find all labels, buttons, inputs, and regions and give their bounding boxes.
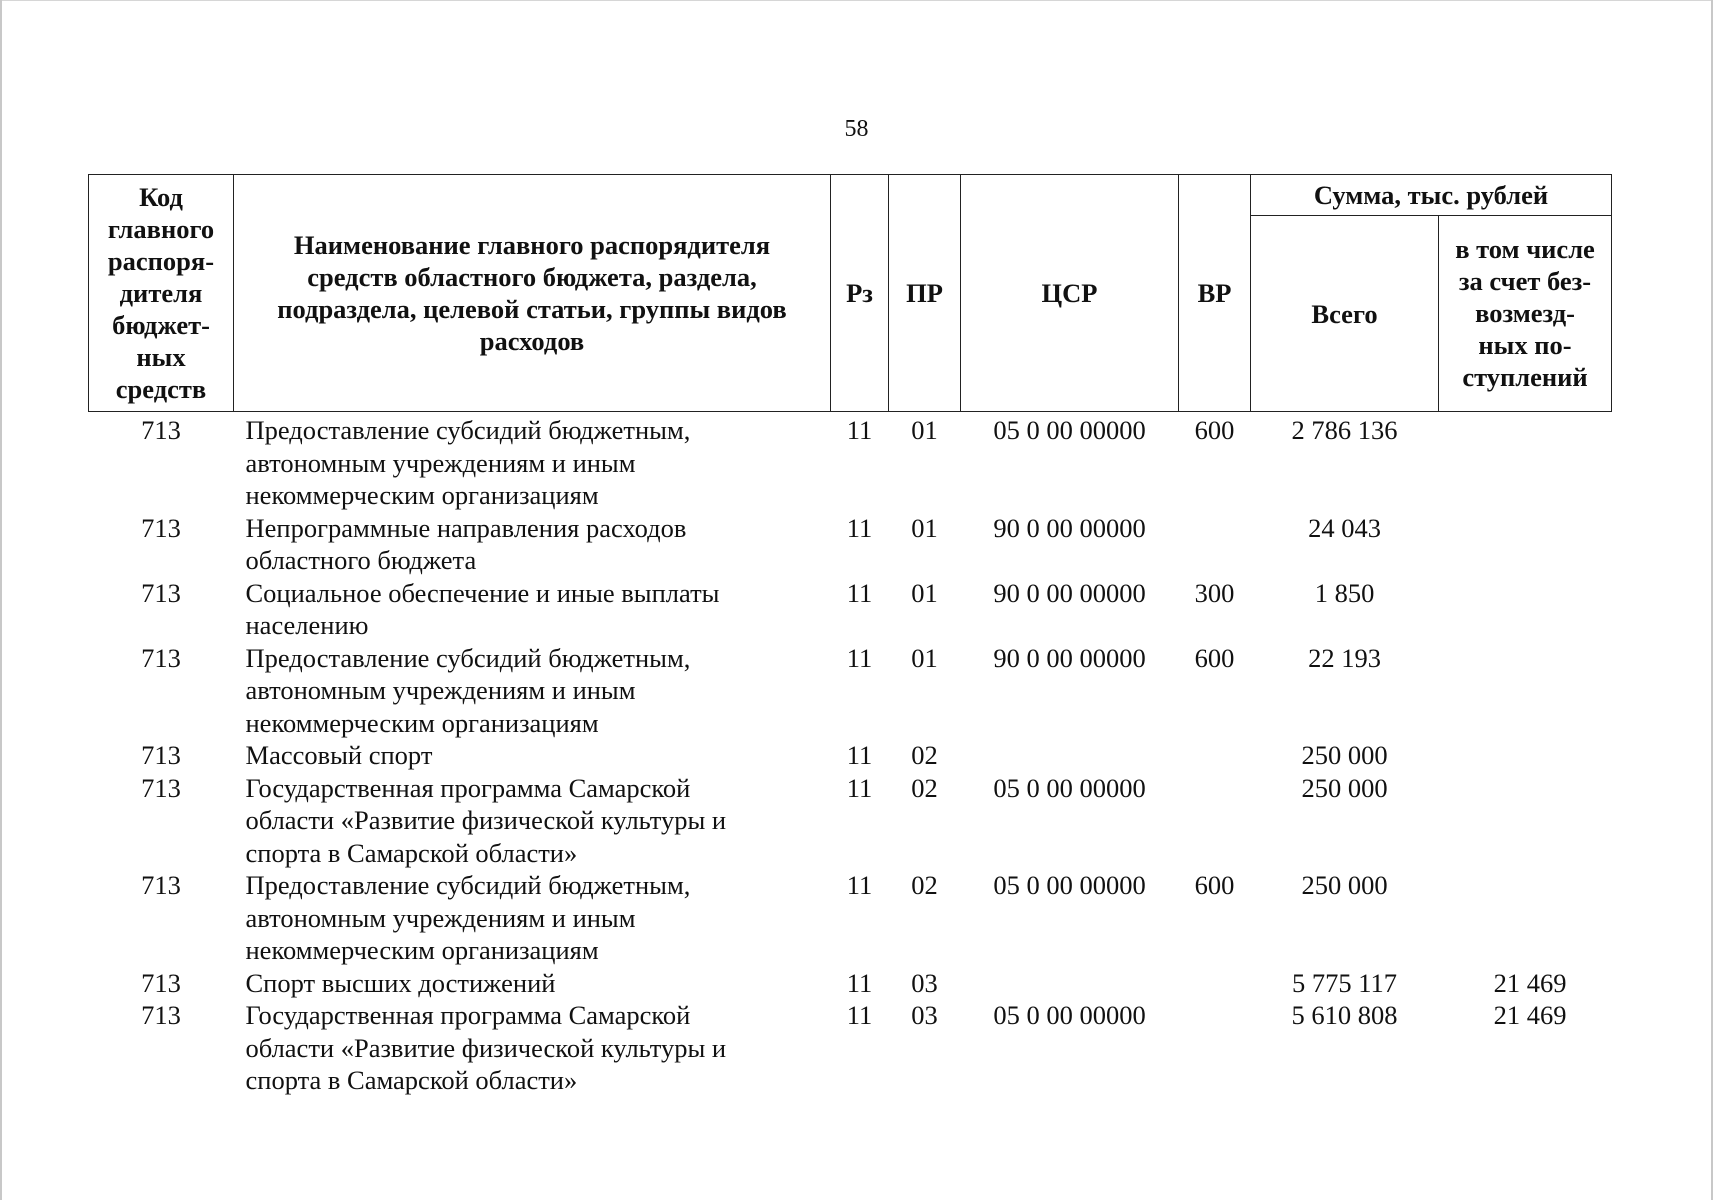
scan-top-edge bbox=[0, 0, 1713, 1]
header-vr: ВР bbox=[1179, 175, 1251, 412]
table-row bbox=[89, 577, 1612, 642]
cell-name bbox=[234, 739, 831, 772]
cell-total: 250 000 bbox=[1301, 870, 1388, 900]
cell-pr: 03 bbox=[911, 1000, 938, 1030]
header-line: Наименование главного распорядителя bbox=[293, 230, 771, 260]
name-line: Массовый спорт bbox=[245, 740, 433, 770]
cell-including bbox=[1439, 412, 1612, 512]
name-line: областного бюджета bbox=[245, 545, 477, 575]
header-name bbox=[234, 175, 831, 412]
cell-pr: 01 bbox=[911, 577, 938, 608]
name-line: автономным учреждениям и иным bbox=[245, 447, 636, 478]
header-line: бюджет- bbox=[112, 310, 210, 340]
cell-name bbox=[234, 412, 831, 512]
cell-vr: 600 bbox=[1194, 415, 1235, 445]
table-row bbox=[89, 967, 1612, 1000]
cell-total: 5 610 808 bbox=[1291, 1000, 1398, 1030]
header-line: подраздела, целевой статьи, группы видов bbox=[277, 294, 787, 324]
name-line: спорта в Самарской области» bbox=[245, 837, 578, 868]
cell-vr bbox=[1179, 739, 1251, 772]
name-line: спорта в Самарской области» bbox=[245, 1065, 578, 1095]
name-line: населению bbox=[245, 610, 369, 640]
name-line: Предоставление субсидий бюджетным, bbox=[245, 870, 691, 900]
header-csr: ЦСР bbox=[961, 175, 1179, 412]
cell-rz: 11 bbox=[846, 740, 873, 770]
name-line: Предоставление субсидий бюджетным, bbox=[245, 415, 691, 445]
name-line: Государственная программа Самарской bbox=[245, 772, 691, 803]
header-line: главного bbox=[107, 214, 215, 244]
cell-including bbox=[1439, 512, 1612, 577]
cell-code: 713 bbox=[141, 967, 181, 998]
name-line: Государственная программа Самарской bbox=[245, 1000, 691, 1030]
cell-including bbox=[1439, 772, 1612, 870]
name-line: автономным учреждениям и иным bbox=[245, 902, 636, 933]
cell-rz: 11 bbox=[846, 512, 873, 543]
cell-csr: 90 0 00 00000 bbox=[993, 512, 1146, 543]
cell-including: 21 469 bbox=[1493, 967, 1567, 998]
cell-vr: 300 bbox=[1194, 577, 1235, 608]
cell-pr: 01 bbox=[911, 642, 938, 673]
cell-rz: 11 bbox=[846, 1000, 873, 1030]
cell-total: 1 850 bbox=[1314, 577, 1375, 608]
cell-code: 713 bbox=[141, 870, 181, 900]
cell-total: 2 786 136 bbox=[1291, 415, 1398, 445]
name-line: Предоставление субсидий бюджетным, bbox=[245, 642, 691, 673]
header-code bbox=[89, 175, 234, 412]
cell-code: 713 bbox=[141, 577, 181, 608]
name-line: области «Развитие физической культуры и bbox=[245, 805, 727, 835]
budget-table bbox=[88, 174, 1612, 1097]
cell-code: 713 bbox=[141, 642, 181, 673]
cell-total: 22 193 bbox=[1308, 642, 1381, 673]
cell-pr: 02 bbox=[911, 772, 938, 803]
name-line: Непрограммные направления расходов bbox=[245, 512, 687, 543]
cell-vr bbox=[1179, 999, 1251, 1097]
name-line: некоммерческим организациям bbox=[245, 480, 599, 510]
cell-csr: 05 0 00 00000 bbox=[993, 870, 1146, 900]
table-row bbox=[89, 412, 1612, 512]
cell-including bbox=[1439, 739, 1612, 772]
header-line: ных bbox=[136, 342, 186, 372]
header-sum: Сумма, тыс. рублей bbox=[1251, 175, 1612, 216]
cell-name bbox=[234, 577, 831, 642]
cell-total: 5 775 117 bbox=[1291, 967, 1398, 998]
cell-code: 713 bbox=[141, 415, 181, 445]
header-line: в том числе bbox=[1455, 233, 1595, 264]
cell-vr bbox=[1179, 512, 1251, 577]
cell-pr: 01 bbox=[911, 512, 938, 543]
cell-total: 250 000 bbox=[1301, 772, 1388, 803]
name-line: автономным учреждениям и иным bbox=[245, 675, 636, 705]
name-line: Спорт высших достижений bbox=[245, 967, 556, 998]
cell-rz: 11 bbox=[846, 577, 873, 608]
cell-including bbox=[1439, 577, 1612, 642]
table-row bbox=[89, 512, 1612, 577]
cell-name bbox=[234, 512, 831, 577]
cell-name bbox=[234, 642, 831, 740]
table-row bbox=[89, 739, 1612, 772]
header-rz: Рз bbox=[831, 175, 889, 412]
cell-including: 21 469 bbox=[1493, 1000, 1567, 1030]
cell-pr: 03 bbox=[911, 967, 938, 998]
cell-csr: 05 0 00 00000 bbox=[993, 772, 1146, 803]
cell-including bbox=[1439, 642, 1612, 740]
cell-name bbox=[234, 772, 831, 870]
header-line: расходов bbox=[479, 326, 585, 356]
name-line: некоммерческим организациям bbox=[245, 935, 599, 965]
table-row bbox=[89, 642, 1612, 740]
header-line: за счет без- bbox=[1458, 265, 1592, 296]
cell-csr bbox=[961, 739, 1179, 772]
cell-rz: 11 bbox=[846, 772, 873, 803]
header-line: ных по- bbox=[1478, 329, 1572, 360]
header-line: ступлений bbox=[1462, 361, 1588, 392]
cell-vr bbox=[1179, 772, 1251, 870]
header-line: дителя bbox=[119, 278, 203, 308]
cell-csr: 90 0 00 00000 bbox=[993, 577, 1146, 608]
name-line: некоммерческим организациям bbox=[245, 707, 599, 738]
table-row bbox=[89, 772, 1612, 870]
cell-code: 713 bbox=[141, 772, 181, 803]
cell-vr: 600 bbox=[1194, 870, 1235, 900]
name-line: области «Развитие физической культуры и bbox=[245, 1032, 727, 1063]
cell-vr: 600 bbox=[1194, 642, 1235, 673]
cell-csr: 90 0 00 00000 bbox=[993, 642, 1146, 673]
header-including bbox=[1439, 216, 1612, 412]
cell-code: 713 bbox=[141, 512, 181, 543]
cell-csr: 05 0 00 00000 bbox=[993, 415, 1146, 445]
cell-rz: 11 bbox=[846, 870, 873, 900]
table-row bbox=[89, 999, 1612, 1097]
header-line: возмезд- bbox=[1475, 297, 1575, 328]
cell-code: 713 bbox=[141, 740, 181, 770]
cell-rz: 11 bbox=[846, 642, 873, 673]
cell-pr: 02 bbox=[911, 740, 938, 770]
header-total: Всего bbox=[1251, 216, 1439, 412]
cell-name bbox=[234, 869, 831, 967]
page-number: 58 bbox=[844, 116, 869, 142]
cell-including bbox=[1439, 869, 1612, 967]
cell-rz: 11 bbox=[846, 967, 873, 998]
header-line: Код bbox=[139, 182, 183, 212]
cell-pr: 01 bbox=[911, 415, 938, 445]
cell-pr: 02 bbox=[911, 870, 938, 900]
scan-left-edge bbox=[0, 0, 2, 1200]
cell-csr bbox=[961, 967, 1179, 1000]
cell-name bbox=[234, 999, 831, 1097]
header-line: распоря- bbox=[107, 246, 215, 276]
header-line: средств bbox=[115, 374, 207, 404]
cell-code: 713 bbox=[141, 1000, 181, 1030]
table-body bbox=[89, 412, 1612, 1097]
cell-name bbox=[234, 967, 831, 1000]
cell-total: 24 043 bbox=[1308, 512, 1381, 543]
cell-vr bbox=[1179, 967, 1251, 1000]
cell-csr: 05 0 00 00000 bbox=[993, 1000, 1146, 1030]
cell-rz: 11 bbox=[846, 415, 873, 445]
name-line: Социальное обеспечение и иные выплаты bbox=[245, 577, 720, 608]
table-row bbox=[89, 869, 1612, 967]
header-line: средств областного бюджета, раздела, bbox=[307, 262, 757, 292]
cell-total: 250 000 bbox=[1301, 740, 1388, 770]
header-pr: ПР bbox=[889, 175, 961, 412]
